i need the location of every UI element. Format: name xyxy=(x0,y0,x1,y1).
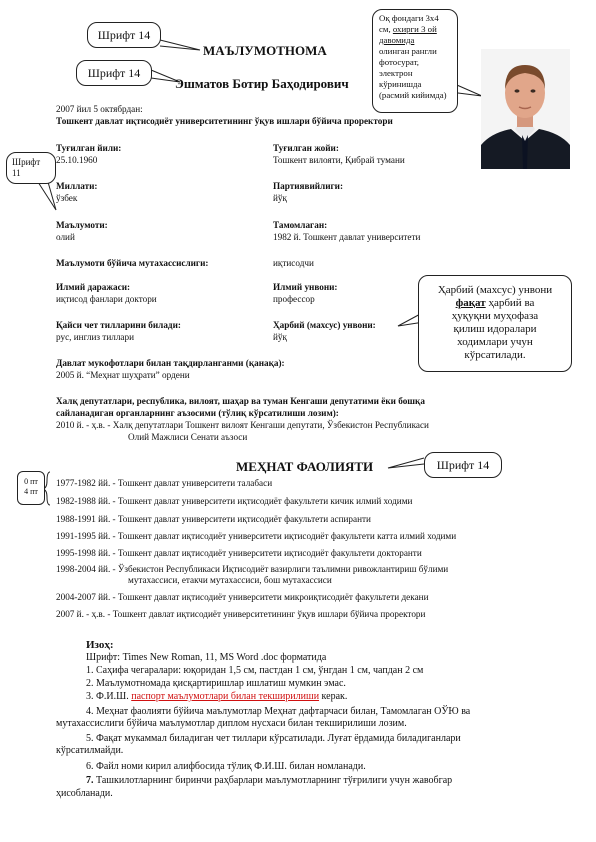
work-row: 1982-1988 йй. - Тошкент давлат университети иқтисодиёт факультети кичик илмий ходими xyxy=(56,496,413,506)
work-row-continuation: мутахассиси, етакчи мутахассиси, бош мутахассиси xyxy=(128,575,332,585)
military-note-line1: Ҳарбий (махсус) унвони xyxy=(437,284,553,296)
spacing-callout-line1: 0 пт xyxy=(24,477,38,486)
full-name: Эшматов Ботир Баҳодирович xyxy=(175,76,349,91)
font-callout-name-text: Шрифт 14 xyxy=(87,66,141,80)
photo-note-line2 xyxy=(379,24,457,35)
military-note-line5: ходимлари учун xyxy=(457,336,533,348)
notes-item7-line2: ҳисобланади. xyxy=(56,788,113,799)
font-callout-side xyxy=(6,152,56,184)
photo-note-line5: фотосурат, xyxy=(379,57,419,67)
languages-value: рус, инглиз тиллари xyxy=(56,332,134,342)
work-row: 1995-1998 йй. - Тошкент давлат иқтисодиёт университети иқтисодиёт факультети докторанти xyxy=(56,548,422,558)
notes-item3-suffix: керак. xyxy=(319,691,348,702)
title-label: Илмий унвони: xyxy=(273,282,338,292)
notes-item3-prefix: 3. Ф.И.Ш. xyxy=(86,691,132,702)
awards-label: Давлат мукофотлари билан тақдирланганми (қанақа): xyxy=(56,358,285,368)
party-value: йўқ xyxy=(273,193,287,203)
military-note-line6: кўрсатилади. xyxy=(464,349,526,361)
current-position: Тошкент давлат иқтисодиёт университетининг ўқув ишлари бўйича проректори xyxy=(56,116,393,126)
spacing-callout xyxy=(17,471,45,505)
title-value: профессор xyxy=(273,294,315,304)
portrait-photo xyxy=(481,49,570,169)
notes-item4-line2: мутахассислиги бўйича маълумотлар диплом нусхаси билан текширилиши лозим. xyxy=(56,718,407,729)
photo-note-line2-underlined: охирги 3 ой xyxy=(392,24,437,34)
degree-label: Илмий даражаси: xyxy=(56,282,131,292)
specialty-label: Маълумоти бўйича мутахассислиги: xyxy=(56,258,209,268)
notes-item4-line1: 4. Меҳнат фаолияти бўйича маълумотлар Меҳнат дафтарчаси билан, Тамомлаган ОЎЮ ва xyxy=(86,706,471,717)
notes-item7-text: Ташкилотларнинг биринчи раҳбарлари маълумотларнинг тўғрилиги учун жавобгар xyxy=(93,775,453,786)
work-row: 2004-2007 йй. - Тошкент давлат иқтисодиёт университети микроиқтисодиёт факультети декани xyxy=(56,592,429,602)
photo-note-line1: Оқ фондаги 3х4 xyxy=(379,13,439,23)
graduated-value: 1982 й. Тошкент давлат университети xyxy=(273,232,421,242)
photo-note-line7: кўринишда xyxy=(379,79,422,89)
photo-note-line2-prefix: см, xyxy=(379,24,393,34)
font-callout-side-line1: Шрифт xyxy=(12,157,41,167)
deputy-value-line2: Олий Мажлиси Сенати аъзоси xyxy=(128,432,248,442)
notes-item3-highlight: паспорт маълумотлари билан текширилиши xyxy=(131,691,320,702)
deputy-value-line1: 2010 й. - ҳ.в. - Халқ депутатлари Тошкент вилоят Кенгаши депутати, Ўзбекистон Республикаси xyxy=(56,420,429,430)
notes-item3 xyxy=(86,691,347,703)
work-heading: МЕҲНАТ ФАОЛИЯТИ xyxy=(236,459,374,474)
education-label: Маълумоти: xyxy=(56,220,108,230)
photo-note-callout xyxy=(372,9,458,113)
work-row: 1991-1995 йй. - Тошкент давлат иқтисодиёт университети иқтисодиёт факультети катта илмий ходими xyxy=(56,531,457,541)
nationality-label: Миллати: xyxy=(56,181,98,191)
awards-value: 2005 й. “Меҳнат шуҳрати” ордени xyxy=(56,370,190,380)
photo-note-text xyxy=(379,13,457,101)
education-value: олий xyxy=(56,232,75,242)
work-row: 1988-1991 йй. - Тошкент давлат университети иқтисодиёт факультети аспиранти xyxy=(56,514,371,524)
font-callout-side-line2: 11 xyxy=(12,168,21,178)
notes-heading: Изоҳ: xyxy=(86,639,114,651)
birth-year-value: 25.10.1960 xyxy=(56,155,98,165)
birth-place-value: Тошкент вилояти, Қибрай тумани xyxy=(273,155,405,165)
font-callout-title-text: Шрифт 14 xyxy=(97,28,151,42)
photo-note-line8: (расмий кийимда) xyxy=(379,90,447,100)
military-label: Ҳарбий (махсус) унвони: xyxy=(273,320,376,330)
notes-item6: 6. Файл номи кирил алифбосида тўлиқ Ф.И.Ш. билан номланади. xyxy=(86,761,366,772)
military-note-line2 xyxy=(419,297,571,310)
font-callout-title xyxy=(87,22,161,48)
birth-year-label: Туғилган йили: xyxy=(56,143,122,153)
notes-item2: 2. Маълумотномада қисқартиришлар ишлатиш мумкин эмас. xyxy=(86,678,346,689)
notes-item5-line2: кўрсатилмайди. xyxy=(56,745,124,756)
military-note-line2-rest: ҳарбий ва xyxy=(485,297,535,309)
work-row: 2007 й. - ҳ.в. - Тошкент давлат иқтисодиёт университетининг ўқув ишлари бўйича проректори xyxy=(56,609,426,619)
nationality-value: ўзбек xyxy=(56,193,78,203)
spacing-callout-line2: 4 пт xyxy=(24,487,38,496)
degree-value: иқтисод фанлари доктори xyxy=(56,294,157,304)
deputy-label-line2: сайланадиган органларнинг аъзосими (тўлиқ кўрсатилиши лозим): xyxy=(56,408,339,418)
notes-item5-line1: 5. Фақат мукаммал биладиган чет тиллари кўрсатилади. Луғат ёрдамида биладиганлари xyxy=(86,733,461,744)
font-callout-work xyxy=(424,452,502,478)
font-callout-name xyxy=(76,60,152,86)
specialty-value: иқтисодчи xyxy=(273,258,314,268)
notes-item7-line1 xyxy=(86,775,452,787)
since-date: 2007 йил 5 октябрдан: xyxy=(56,104,143,114)
photo-note-line6: электрон xyxy=(379,68,413,78)
military-note-line4: қилиш идоралари xyxy=(453,323,537,335)
photo-note-line3: давомида xyxy=(379,35,415,45)
birth-place-label: Туғилган жойи: xyxy=(273,143,339,153)
military-note-text xyxy=(419,276,571,362)
photo-note-line4: олинган рангли xyxy=(379,46,437,56)
military-value: йўқ xyxy=(273,332,287,342)
work-row: 1977-1982 йй. - Тошкент давлат университети талабаси xyxy=(56,478,273,488)
military-note-line3: ҳуқуқни муҳофаза xyxy=(451,310,539,322)
document-title: МАЪЛУМОТНОМА xyxy=(203,43,327,58)
graduated-label: Тамомлаган: xyxy=(273,220,328,230)
military-note-bold: фақат xyxy=(455,297,486,309)
font-callout-work-text: Шрифт 14 xyxy=(436,458,490,472)
party-label: Партиявийлиги: xyxy=(273,181,344,191)
notes-font-line: Шрифт: Times New Roman, 11, MS Word .doc форматида xyxy=(86,652,327,663)
work-row: 1998-2004 йй. - Ўзбекистон Республикаси Иқтисодиёт вазирлиги таълимни ривожлантириш бўлими xyxy=(56,564,449,574)
portrait-icon xyxy=(481,49,570,169)
military-note-callout xyxy=(418,275,572,372)
notes-item1: 1. Саҳифа чегаралари: юқоридан 1,5 см, пастдан 1 см, ўнгдан 1 см, чапдан 2 см xyxy=(86,665,424,676)
languages-label: Қайси чет тилларини билади: xyxy=(56,320,181,330)
notes-item7-number: 7. xyxy=(86,775,94,786)
deputy-label-line1: Халқ депутатлари, республика, вилоят, шаҳар ва туман Кенгаши депутатими ёки бошқа xyxy=(56,396,425,406)
